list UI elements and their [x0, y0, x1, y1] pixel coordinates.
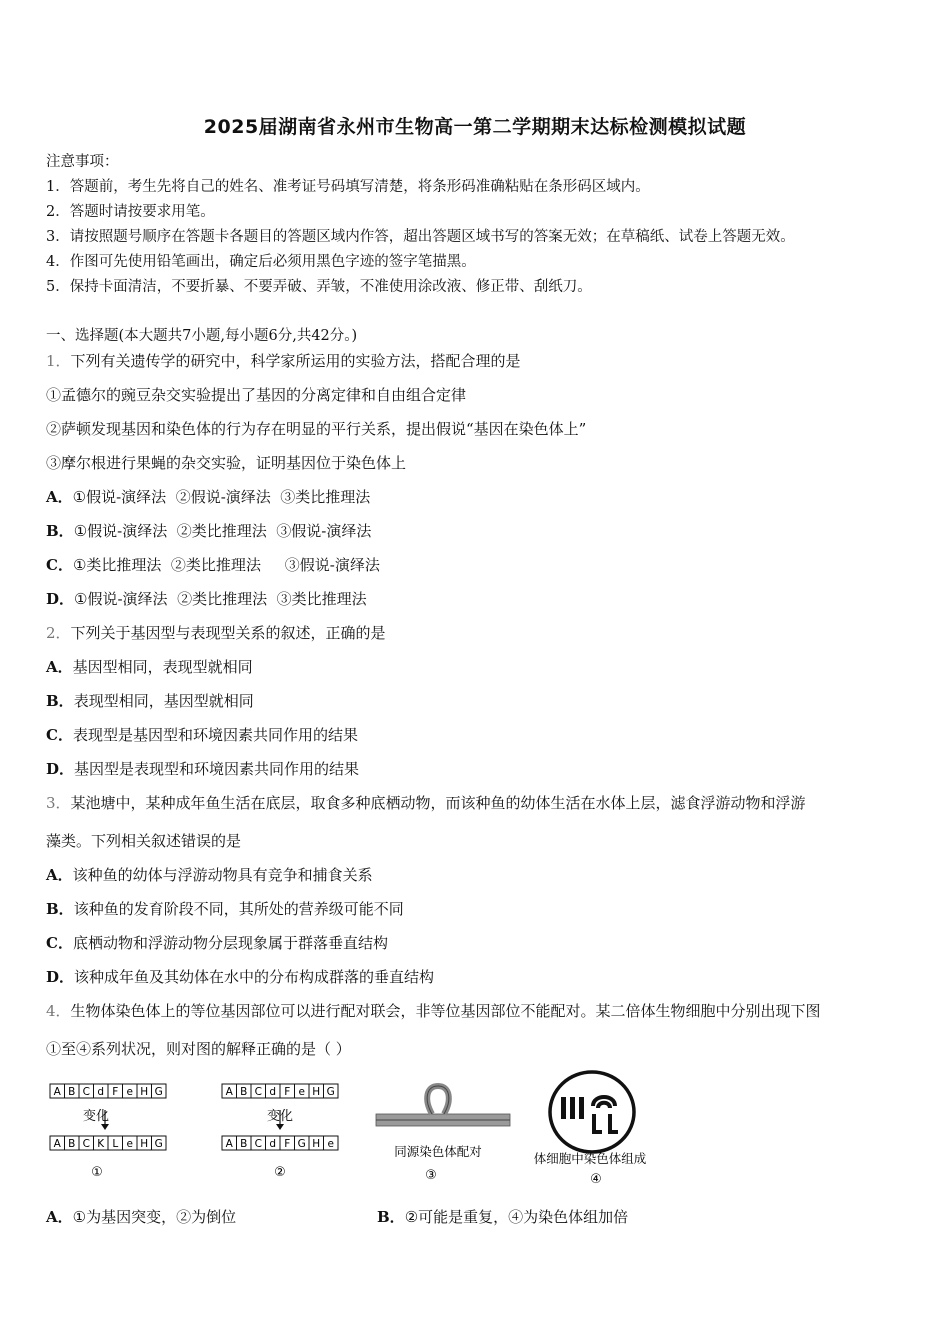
option-label: B．	[46, 692, 74, 710]
gene-letter: L	[112, 1138, 119, 1150]
question-3-stem	[46, 793, 806, 813]
gene-row-top	[222, 1084, 338, 1098]
option-d	[46, 759, 359, 779]
notice-item: 2．答题时请按要求用笔。	[46, 204, 215, 220]
cell-chromosome-drawing	[550, 1072, 634, 1152]
question-2-stem	[46, 623, 386, 643]
gene-letter: d	[269, 1086, 277, 1098]
question-4-stem-cont: ①至④系列状况，则对图的解释正确的是（ ）	[46, 1040, 351, 1058]
option-text: ②可能是重复，④为染色体组加倍	[404, 1208, 629, 1226]
gene-letter: G	[326, 1086, 335, 1098]
option-text: 表现型是基因型和环境因素共同作用的结果	[72, 726, 358, 744]
option-a	[46, 1207, 236, 1227]
figure-label: ④	[590, 1172, 602, 1187]
gene-letter: F	[112, 1086, 119, 1098]
option-text: 该种鱼的幼体与浮游动物具有竞争和捕食关系	[72, 866, 373, 884]
option-label: B．	[46, 900, 74, 918]
gene-letter: H	[140, 1138, 149, 1150]
gene-letter: A	[53, 1138, 61, 1150]
gene-letter: e	[126, 1086, 133, 1098]
option-d	[46, 589, 367, 609]
gene-letter: G	[297, 1138, 306, 1150]
page-title: 2025届湖南省永州市生物高一第二学期期末达标检测模拟试题	[203, 116, 747, 138]
option-label: D．	[46, 760, 75, 778]
option-label: B．	[46, 522, 74, 540]
figure-2	[220, 1080, 350, 1184]
gene-letter: A	[225, 1138, 233, 1150]
arrow-head-icon	[276, 1124, 284, 1130]
gene-letter: B	[68, 1086, 76, 1098]
question-text: 某池塘中，某种成年鱼生活在底层，取食多种底栖动物，而该种鱼的幼体生活在水体上层，滤食浮游动物和浮游	[70, 794, 806, 812]
gene-letter: e	[298, 1086, 305, 1098]
gene-letter: C	[254, 1138, 262, 1150]
option-b	[46, 691, 254, 711]
arrow-label: 变化	[82, 1109, 110, 1124]
question-text: 生物体染色体上的等位基因部位可以进行配对联会，非等位基因部位不能配对。某二倍体生物细胞中分别出现下图	[70, 1002, 821, 1020]
option-b	[46, 899, 404, 919]
gene-row-bottom	[50, 1136, 166, 1150]
option-text: 底栖动物和浮游动物分层现象属于群落垂直结构	[72, 934, 388, 952]
gene-letter: d	[269, 1138, 277, 1150]
arrow-head-icon	[101, 1124, 109, 1130]
option-b	[377, 1207, 628, 1227]
option-label: D．	[46, 590, 75, 608]
option-text: 基因型相同，表现型就相同	[72, 658, 253, 676]
gene-letter: A	[225, 1086, 233, 1098]
option-text: 基因型是表现型和环境因素共同作用的结果	[74, 760, 360, 778]
option-text: 该种鱼的发育阶段不同，其所处的营养级可能不同	[73, 900, 404, 918]
option-c	[46, 933, 388, 953]
gene-letter: d	[97, 1086, 105, 1098]
gene-letter: B	[68, 1138, 76, 1150]
gene-row-top	[50, 1084, 166, 1098]
option-label: D．	[46, 968, 75, 986]
option-a	[46, 657, 253, 677]
notice-item: 5．保持卡面清洁，不要折暴、不要弄破、弄皱，不准使用涂改液、修正带、刮纸刀。	[46, 279, 592, 295]
figure-3	[374, 1080, 514, 1184]
question-3-stem-cont: 藻类。下列相关叙述错误的是	[46, 832, 242, 850]
option-a	[46, 487, 370, 507]
gene-letter: K	[97, 1138, 105, 1150]
question-4-stem	[46, 1001, 821, 1021]
question-1-stem	[46, 351, 521, 371]
gene-letter: G	[154, 1138, 163, 1150]
option-b	[46, 521, 371, 541]
option-text: ①为基因突变，②为倒位	[72, 1208, 237, 1226]
notice-item: 1．答题前，考生先将自己的姓名、准考证号码填写清楚，将条形码准确粘贴在条形码区域内。	[46, 179, 650, 195]
question-number: 4．	[46, 1002, 71, 1020]
gene-letter: H	[312, 1138, 321, 1150]
figure-1	[48, 1080, 178, 1184]
option-label: A．	[46, 488, 73, 506]
section-heading: 一、选择题(本大题共7小题,每小题6分,共42分。)	[46, 328, 358, 344]
notice-item: 4．作图可先使用铅笔画出，确定后必须用黑色字迹的签字笔描黑。	[46, 254, 476, 270]
figure-label: ①	[91, 1165, 103, 1180]
figure-caption: 体细胞中染色体组成	[533, 1151, 647, 1166]
gene-letter: B	[240, 1086, 248, 1098]
option-c	[46, 725, 358, 745]
option-label: C．	[46, 726, 73, 744]
gene-letter: B	[240, 1138, 248, 1150]
notice-heading: 注意事项：	[46, 154, 119, 170]
gene-letter: C	[82, 1086, 90, 1098]
option-d	[46, 967, 434, 987]
gene-row-bottom	[222, 1136, 338, 1150]
gene-letter: e	[327, 1138, 334, 1150]
gene-letter: F	[284, 1086, 291, 1098]
option-label: B．	[377, 1208, 405, 1226]
statement: ③摩尔根进行果蝇的杂交实验，证明基因位于染色体上	[46, 454, 407, 472]
question-number: 3．	[46, 794, 71, 812]
option-label: A．	[46, 658, 73, 676]
option-text: ①假说-演绎法 ②假说-演绎法 ③类比推理法	[72, 488, 371, 506]
option-text: 该种成年鱼及其幼体在水中的分布构成群落的垂直结构	[74, 968, 435, 986]
option-c	[46, 555, 380, 575]
arrow-label: 变化	[266, 1109, 294, 1124]
option-a	[46, 865, 373, 885]
figure-label: ③	[425, 1168, 437, 1183]
gene-letter: C	[254, 1086, 262, 1098]
option-label: A．	[46, 866, 73, 884]
option-text: 表现型相同，基因型就相同	[73, 692, 254, 710]
gene-letter: C	[82, 1138, 90, 1150]
option-text: ①假说-演绎法 ②类比推理法 ③类比推理法	[74, 590, 367, 608]
option-text: ①类比推理法 ②类比推理法 ③假说-演绎法	[72, 556, 380, 574]
gene-letter: e	[126, 1138, 133, 1150]
question-text: 下列有关遗传学的研究中，科学家所运用的实验方法，搭配合理的是	[70, 352, 521, 370]
option-label: C．	[46, 556, 73, 574]
statement: ②萨顿发现基因和染色体的行为存在明显的平行关系，提出假说“基因在染色体上”	[46, 420, 587, 438]
homologous-pairing-drawing	[376, 1086, 510, 1126]
figure-label: ②	[274, 1165, 286, 1180]
gene-letter: A	[53, 1086, 61, 1098]
question-number: 2．	[46, 624, 71, 642]
question-number: 1．	[46, 352, 71, 370]
option-text: ①假说-演绎法 ②类比推理法 ③假说-演绎法	[73, 522, 372, 540]
gene-letter: G	[154, 1086, 163, 1098]
gene-letter: H	[140, 1086, 149, 1098]
notice-item: 3．请按照题号顺序在答题卡各题目的答题区域内作答，超出答题区域书写的答案无效；在草稿纸、试卷上答题无效。	[46, 229, 795, 245]
question-text: 下列关于基因型与表现型关系的叙述，正确的是	[70, 624, 386, 642]
option-label: C．	[46, 934, 73, 952]
statement: ①孟德尔的豌豆杂交实验提出了基因的分离定律和自由组合定律	[46, 386, 467, 404]
gene-letter: H	[312, 1086, 321, 1098]
figure-caption: 同源染色体配对	[394, 1144, 482, 1159]
option-label: A．	[46, 1208, 73, 1226]
figure-4	[520, 1068, 660, 1188]
gene-letter: F	[284, 1138, 291, 1150]
